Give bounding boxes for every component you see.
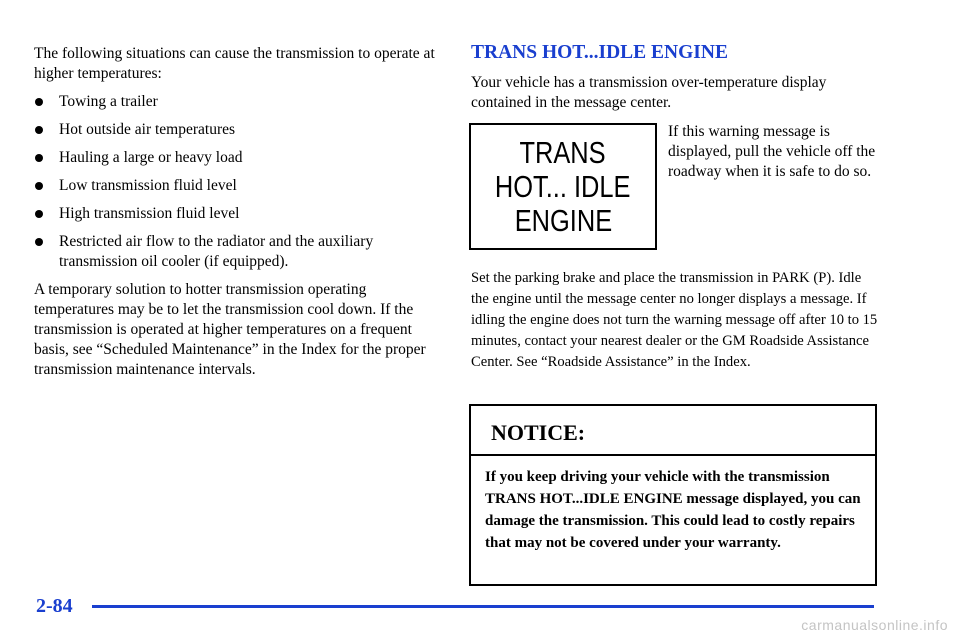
message-center-display <box>469 123 657 250</box>
list-item: Towing a trailer <box>34 92 444 112</box>
left-intro: The following situations can cause the transmission to operate at higher temperatures: <box>34 45 435 82</box>
right-intro: Your vehicle has a transmission over-temperature display contained in the message center. <box>471 74 827 111</box>
page-number: 2-84 <box>36 595 73 617</box>
display-line: TRANS <box>519 134 607 170</box>
left-column <box>34 44 444 380</box>
notice-body: If you keep driving your vehicle with the transmission TRANS HOT...IDLE ENGINE message displayed, you can damage the transmission. This could lead to costly repairs that may not be covered under your warranty. <box>485 469 861 551</box>
section-heading: TRANS HOT...IDLE ENGINE <box>471 42 728 63</box>
display-line: ENGINE <box>514 202 612 238</box>
idle-instructions: Set the parking brake and place the transmission in PARK (P). Idle the engine until the message center no longer displays a message. If idling the engine does not turn the warning message off after 10 to 15 minutes, contact your nearest dealer or the GM Roadside Assistance Center. See “Roadside Assistance” in the Index. <box>471 270 878 370</box>
footer-divider <box>92 605 874 608</box>
list-item: Hot outside air temperatures <box>34 120 444 140</box>
notice-title: NOTICE: <box>471 406 875 456</box>
display-line: HOT... IDLE <box>495 168 631 204</box>
list-item: Hauling a large or heavy load <box>34 148 444 168</box>
condition-list <box>34 92 444 272</box>
watermark: carmanualsonline.info <box>801 617 948 633</box>
notice-box <box>469 404 877 586</box>
list-item: Low transmission fluid level <box>34 176 444 196</box>
list-item: Restricted air flow to the radiator and the auxiliary transmission oil cooler (if equipped). <box>34 232 444 272</box>
list-item: High transmission fluid level <box>34 204 444 224</box>
warning-instruction: If this warning message is displayed, pull the vehicle off the roadway when it is safe to do so. <box>668 123 876 180</box>
cooling-paragraph: A temporary solution to hotter transmission operating temperatures may be to let the transmission cool down. If the transmission is operated at higher temperatures on a frequent basis, see “Scheduled Maintenance” in the Index for the proper transmission maintenance intervals. <box>34 281 426 378</box>
